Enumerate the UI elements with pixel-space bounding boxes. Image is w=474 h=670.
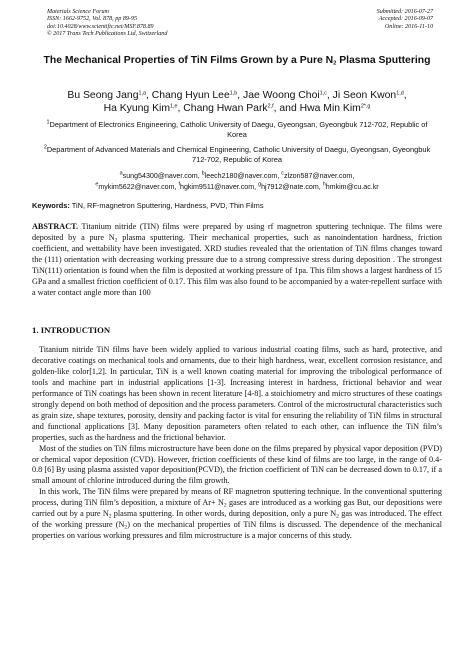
online-date: Online: 2016-11-10 [384,23,433,30]
keywords [32,201,444,210]
email: $^f$hgkim9511@naver.com [178,181,255,191]
email: $^c$zlzon587@naver.com [281,170,353,180]
affiliation-1: $^1$Department of Electronics Engineering, Catholic University of Daegu, Gyeongsan, Gyeongbuk 712-702, Republic of Korea [46,119,428,140]
affiliation-2: $^2$Department of Advanced Materials and Chemical Engineering, Catholic University of Daegu, Gyeongsan, Gyeongbuk 712-702, Republic of Korea [43,144,431,165]
paper-title [40,55,434,68]
paragraph: Most of the studies on TiN films microstructure have been done on the films prepared by physical vapor deposition (PVD) or chemical vapor deposition (CVD). However, friction coefficients of these kind of films are too large, in the range of 0.4- 0.8 [6] By using plasma assisted vapor deposition(PCVD), the friction coefficient of TiN can be decreased down to 0.17, if a small amount of chlorine introduced during the film growth. [32,443,442,486]
email: $^e$mykim5622@naver.com [95,181,175,191]
section-heading-introduction: 1. INTRODUCTION [32,325,111,335]
accepted-date: Accepted: 2016-09-07 [378,16,433,23]
email: $^g$hj7912@nate.com [258,181,319,191]
email: $^h$hmkim@cu.ac.kr [322,181,379,191]
submitted-date: Submitted: 2016-07-27 [376,9,433,15]
author-list: Bu Seong Jang$^{1,a}$, Chang Hyun Lee$^{1,b}$, Jae Woong Choi$^{1,c}$, Ji Seon Kwon$^{1,d}$, Ha Kyung Kim$^{1,e}$, Chang Hwan Park$^{2,f}$, and Hwa Min Kim$^{2*,g}$ [67,90,407,115]
issn: ISSN: 1662-9752, Vol. 878, pp 89-95 [47,16,138,23]
copyright: © 2017 Trans Tech Publications Ltd, Switzerland [47,30,168,37]
abstract-label: ABSTRACT. [32,222,79,231]
journal-name: Materials Science Forum [47,9,109,15]
author: Ha Kyung Kim$^{1,e}$ [103,103,178,115]
author: Chang Hwan Park$^{2,f}$ [183,103,274,115]
title-part-1: The Mechanical Properties of TiN Films Grown by a Pure N [43,55,334,66]
author: Chang Hyun Lee$^{1,b}$ [151,90,238,101]
journal-header-right [377,9,433,31]
paragraph: Titanium nitride TiN films have been widely applied to various industrial coating films, such as hard, protective, and decorative coatings on mechanical tools and ornaments, due to their high hardness, wear, excellent corrosion resistance, and golden-like color[1,2]. In particular, TiN is a well known coating material for improving the tribological performance of tools and machine part in industrial applications [1-3]. Increasing interest in hardness, frictional behavior and wear performance of TiN coatings has been shown in recent literature [4-8]. a stoichiometry and micro structures of these coatings strongly depend on both method of deposition and the process parameters. Control of the microstructural characteristics such as grain size, shape textures, porosity, density and packing factor is vital for ensuring the reliability of TiN films in structural and functional applications [3]. Many deposition parameters often related to each other, can influence the TiN film’s properties, such as the hardness and the frictional behavior. [32,345,442,442]
author: Ji Seon Kwon$^{1,d}$ [332,90,404,101]
author-emails: $^a$sung54300@naver.com, $^b$leech2180@naver.com, $^c$zlzon587@naver.com, $^e$mykim5622@naver.com, $^f$hgkim9511@naver.com, $^g$hj7912@nate.com, $^h$hmkim@cu.ac.kr [95,170,379,191]
author: Bu Seong Jang$^{1,a}$ [67,90,146,101]
author: Jae Woong Choi$^{1,c}$ [243,90,327,101]
keywords-label: Keywords: [32,201,70,210]
author: Hwa Min Kim$^{2*,g}$ [299,103,371,115]
introduction-body [32,345,442,542]
paragraph: In this work, The TiN films were prepared by means of RF magnetron sputtering technique. In the conventional sputtering process, during TiN film’s deposition, a mixture of $Ar+ N_2$ gases are introduced as a working gas But, our depositions were carried out by a pure $N_2$ plasma sputtering. In other words, during deposition, only a pure $N_2$ gas was introduced. The effect of the working pressure $(N_2)$ on the mechanical properties of TiN films is discussed. The dependence of the mechanical properties on various working pressures and film microstructure is a major concerns of this study. [32,487,442,541]
email: $^a$sung54300@naver.com [119,170,198,180]
abstract: ABSTRACT. Titanium nitride (TIN) films were prepared by using rf magnetron sputtering technique. The films were deposited by a pure $N_2$ plasma sputtering. Their mechanical properties, such as nanoindentation hardness, friction coefficient, and wettability have been investigated. XRD studies revealed that the orientation of TiN films changes toward the (111) orientation with decreasing working pressure due to a strong compressive stress during deposition . The strongest TiN(111) orientation is found when the film is deposited at working pressure of 1pa. This film shows a largest hardness of 15 GPa and a smallest friction coefficient of 0.17. This film was also found to be accompanied by a water-repellent surface with a water contact angle more than 100 [32,222,442,297]
keywords-text: TiN, RF-magnetron Sputtering, Hardness, PVD, Thin Films [71,201,264,210]
title-subscript: 2 [333,60,337,67]
journal-header-left [47,9,167,38]
doi: doi:10.4028/www.scientific.net/MSF.878.89 [47,23,154,30]
title-part-2: Plasma Sputtering [336,55,431,66]
email: $^b$leech2180@naver.com [201,170,278,180]
